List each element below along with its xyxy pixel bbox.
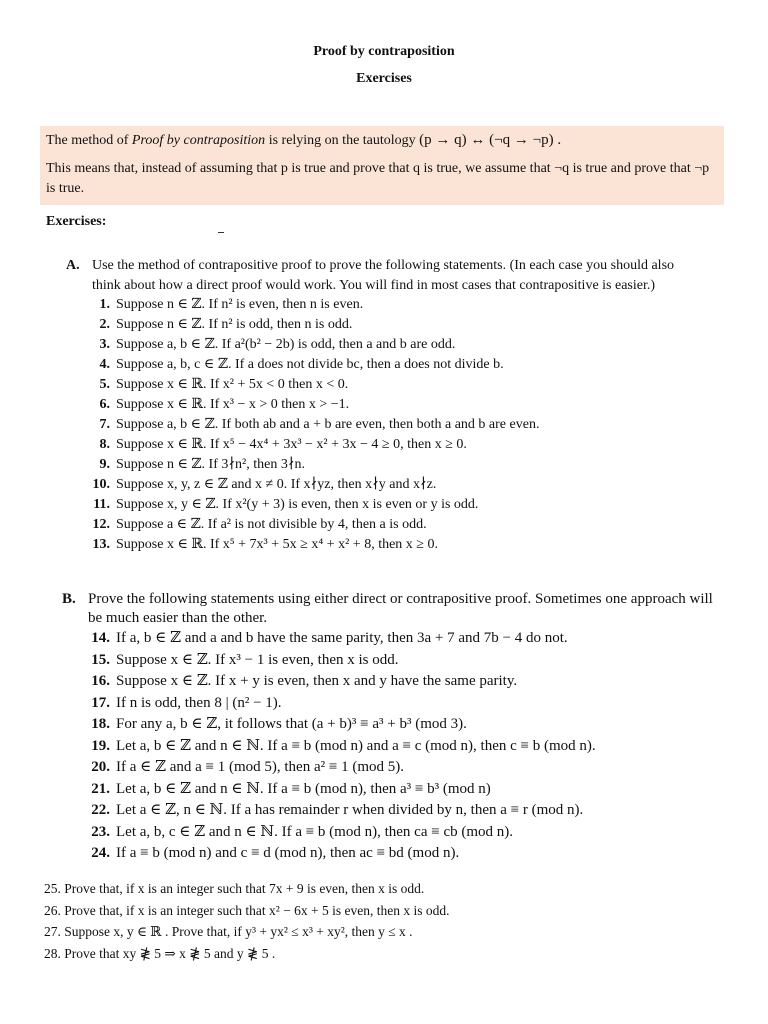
exercise-text: Suppose a ∈ ℤ. If a² is not divisible by 4, then a is odd. — [116, 517, 427, 532]
exercise-number: 14. — [91, 630, 110, 646]
exercise-number: 1. — [99, 297, 110, 312]
exercise-item: 26. Prove that, if x is an integer such that x² − 6x + 5 is even, then x is odd. — [44, 902, 450, 918]
section-a-list — [66, 295, 706, 555]
exercise-item — [86, 650, 722, 672]
exercise-item: 28. Prove that xy ≹ 5 ⇒ x ≹ 5 and y ≹ 5 . — [44, 945, 276, 961]
exercise-number: 5. — [99, 377, 110, 392]
exercise-item — [86, 693, 722, 715]
exercise-item: 25. Prove that, if x is an integer such that 7x + 9 is even, then x is odd. — [44, 881, 425, 896]
section-a-letter: A. — [66, 258, 80, 273]
exercise-text: Suppose x ∈ ℝ. If x⁵ + 7x³ + 5x ≥ x⁴ + x² + 8, then x ≥ 0. — [116, 537, 438, 552]
exercise-text: Suppose a, b ∈ ℤ. If both ab and a + b are even, then both a and b are even. — [116, 417, 540, 432]
exercises-heading: Exercises: — [46, 214, 107, 229]
exercise-number: 24. — [91, 845, 110, 861]
exercise-number: 3. — [99, 337, 110, 352]
exercise-text: If a ∈ ℤ and a ≡ 1 (mod 5), then a² ≡ 1 (mod 5). — [116, 759, 404, 775]
exercise-text: Suppose x ∈ ℝ. If x³ − x > 0 then x > −1. — [116, 397, 350, 412]
exercise-text: Suppose x, y, z ∈ ℤ and x ≠ 0. If x∤yz, then x∤y and x∤z. — [116, 477, 437, 492]
exercise-text: Suppose n ∈ ℤ. If 3∤n², then 3∤n. — [116, 457, 306, 472]
exercise-item — [86, 800, 722, 822]
exercise-item — [90, 455, 706, 475]
exercise-item — [90, 355, 706, 375]
exercise-item — [90, 515, 706, 535]
exercise-text: Suppose x ∈ ℝ. If x⁵ − 4x⁴ + 3x³ − x² + 3x − 4 ≥ 0, then x ≥ 0. — [116, 437, 467, 452]
exercise-item — [90, 315, 706, 335]
exercise-text: Let a, b, c ∈ ℤ and n ∈ ℕ. If a ≡ b (mod n), then ca ≡ cb (mod n). — [116, 823, 514, 840]
exercise-number: 20. — [91, 759, 110, 775]
section-b-intro-text: Prove the following statements using either direct or contrapositive proof. Sometimes one approach will be much easier than the other. — [88, 591, 713, 626]
exercise-number: 8. — [99, 437, 110, 452]
exercise-number: 7. — [99, 417, 110, 432]
exercise-number: 16. — [91, 673, 110, 689]
exercise-number: 13. — [92, 537, 110, 552]
exercise-text: If a, b ∈ ℤ and a and b have the same parity, then 3a + 7 and 7b − 4 do not. — [116, 630, 568, 646]
exercise-item — [90, 495, 706, 515]
exercise-item — [86, 736, 722, 758]
exercise-item — [86, 628, 722, 650]
document-title: Proof by contraposition — [313, 44, 455, 59]
exercise-item — [86, 757, 722, 779]
exercise-item — [86, 714, 722, 736]
exercise-item — [90, 395, 706, 415]
exercise-text: Suppose n ∈ ℤ. If n² is even, then n is even. — [116, 297, 364, 312]
exercise-item — [90, 375, 706, 395]
exercise-item: 27. Suppose x, y ∈ ℝ . Prove that, if y³ + yx² ≤ x³ + xy², then y ≤ x . — [44, 924, 413, 939]
definition-box — [40, 126, 724, 205]
exercise-number: 21. — [91, 780, 110, 797]
exercise-text: If n is odd, then 8 | (n² − 1). — [116, 694, 282, 711]
exercise-number: 17. — [91, 694, 110, 711]
exercise-item — [90, 295, 706, 315]
exercise-number: 6. — [99, 397, 110, 412]
exercise-number: 4. — [99, 357, 110, 372]
exercise-number: 19. — [91, 737, 110, 754]
exercise-number: 11. — [93, 497, 110, 512]
exercise-text: Suppose x, y ∈ ℤ. If x²(y + 3) is even, then x is even or y is odd. — [116, 497, 479, 512]
section-b-list — [62, 628, 722, 865]
exercise-text: Suppose x ∈ ℤ. If x³ − 1 is even, then x is odd. — [116, 651, 399, 668]
section-b-intro — [62, 590, 722, 628]
exercise-item — [90, 435, 706, 455]
exercise-text: Let a, b ∈ ℤ and n ∈ ℕ. If a ≡ b (mod n) and a ≡ c (mod n), then c ≡ b (mod n). — [116, 737, 596, 754]
exercise-item — [86, 843, 722, 865]
exercise-number: 23. — [91, 823, 110, 840]
section-c-list — [44, 878, 724, 964]
section-a-intro — [66, 256, 706, 295]
exercise-item — [90, 335, 706, 355]
exercise-text: Suppose x ∈ ℝ. If x² + 5x < 0 then x < 0. — [116, 377, 349, 392]
exercise-text: Suppose a, b, c ∈ ℤ. If a does not divide bc, then a does not divide b. — [116, 357, 504, 372]
exercise-text: Suppose x ∈ ℤ. If x + y is even, then x and y have the same parity. — [116, 673, 518, 689]
explanation-line: This means that, instead of assuming that p is true and prove that q is true, we assume that ¬q is true and prove that ¬p is true. — [46, 161, 710, 196]
stray-mark — [218, 232, 224, 233]
exercise-number: 18. — [91, 716, 110, 732]
exercise-text: If a ≡ b (mod n) and c ≡ d (mod n), then ac ≡ bd (mod n). — [116, 845, 460, 861]
section-a-intro-text: Use the method of contrapositive proof to prove the following statements. (In each case you should also think about how a direct proof would work. You will find in most cases that contrapositive is easier.) — [92, 258, 675, 293]
tautology-formula: (p → q) ↔ (¬q → ¬p) . — [419, 132, 562, 148]
exercise-item — [86, 822, 722, 844]
exercise-number: 12. — [92, 517, 110, 532]
section-a — [66, 256, 706, 555]
exercise-item — [90, 475, 706, 495]
exercise-item — [86, 779, 722, 801]
exercise-number: 2. — [99, 317, 110, 332]
exercise-number: 9. — [99, 457, 110, 472]
exercise-number: 10. — [92, 477, 110, 492]
exercise-text: For any a, b ∈ ℤ, it follows that (a + b)³ ≡ a³ + b³ (mod 3). — [116, 716, 467, 732]
section-b — [62, 590, 722, 865]
exercise-text: Suppose n ∈ ℤ. If n² is odd, then n is odd. — [116, 317, 353, 332]
exercise-text: Let a ∈ ℤ, n ∈ ℕ. If a has remainder r when divided by n, then a ≡ r (mod n). — [116, 802, 584, 818]
section-c — [44, 878, 724, 964]
definition-text: The method of — [46, 133, 132, 148]
exercise-number: 15. — [91, 651, 110, 668]
definition-line — [46, 130, 718, 151]
definition-term: Proof by contraposition — [131, 133, 266, 148]
exercise-number: 22. — [91, 802, 110, 818]
document-subtitle: Exercises — [356, 71, 412, 86]
exercise-text: Let a, b ∈ ℤ and n ∈ ℕ. If a ≡ b (mod n), then a³ ≡ b³ (mod n) — [116, 780, 491, 797]
exercise-item — [90, 415, 706, 435]
exercise-item — [90, 535, 706, 555]
section-b-letter: B. — [62, 591, 76, 607]
definition-text-cont: is relying on the tautology — [265, 133, 420, 148]
exercise-text: Suppose a, b ∈ ℤ. If a²(b² − 2b) is odd, then a and b are odd. — [116, 337, 456, 352]
exercise-item — [86, 671, 722, 693]
